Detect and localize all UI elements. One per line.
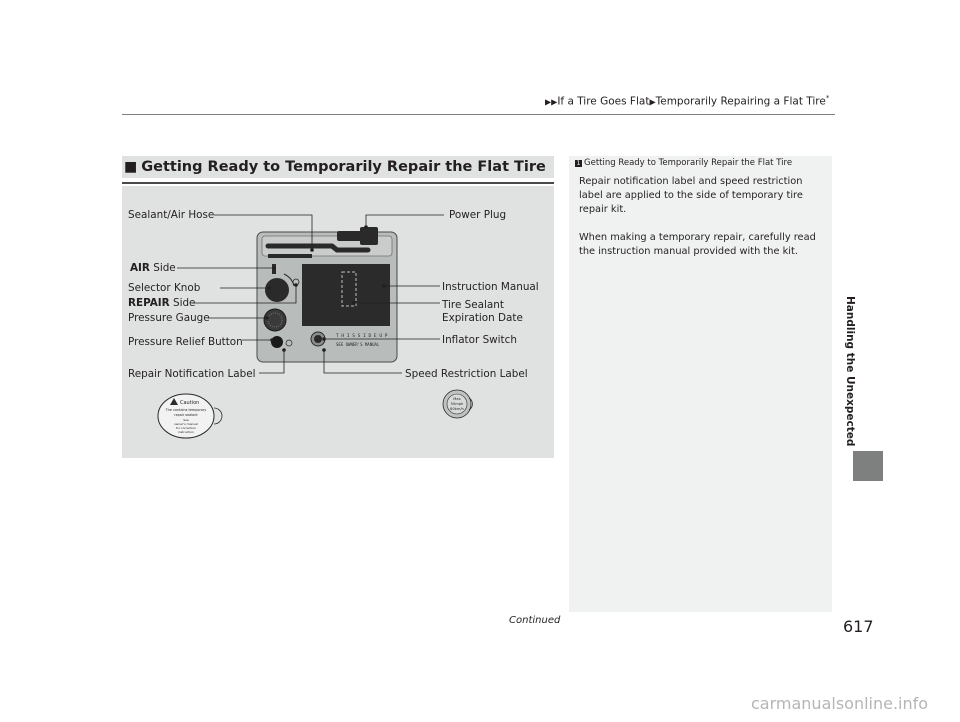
arrow-icon: ▶	[649, 97, 656, 107]
kit-text-line1: T H I S S I D E U P	[336, 334, 388, 339]
breadcrumb-item-temp-repair[interactable]: Temporarily Repairing a Flat Tire	[655, 95, 826, 108]
speed-line2: 50mph	[450, 402, 464, 406]
speed-line1: Max	[453, 397, 461, 401]
pressure-gauge-shape	[264, 309, 286, 331]
label-air-side	[130, 262, 176, 274]
power-plug-head	[360, 227, 378, 245]
repair-kit-figure	[122, 186, 554, 458]
note-icon: 1	[576, 160, 581, 167]
caution-line2: repair sealant	[174, 413, 198, 417]
caution-line6: instruction	[177, 430, 195, 434]
page-number: 617	[843, 617, 874, 636]
label-selector-knob: Selector Knob	[128, 282, 201, 294]
sidebar-note	[569, 156, 832, 612]
caution-line5: for correction	[175, 426, 197, 430]
kit-text-line2: SEE OWNER'S MANUAL	[336, 342, 380, 347]
repair-rest: Side	[169, 297, 196, 309]
watermark: carmanualsonline.info	[751, 694, 929, 713]
breadcrumb	[545, 94, 829, 108]
breadcrumb-item-flat-tire[interactable]: If a Tire Goes Flat	[557, 95, 650, 108]
label-speed-restriction: Speed Restriction Label	[405, 368, 528, 380]
header-rule	[122, 114, 835, 115]
label-power-plug: Power Plug	[449, 209, 507, 221]
caution-line3: See	[183, 418, 189, 422]
label-repair-side	[128, 297, 195, 309]
heading-rule	[122, 182, 554, 184]
label-pressure-gauge: Pressure Gauge	[128, 312, 210, 324]
caution-line1: Tire contains temporary	[165, 408, 207, 412]
label-sealant-exp-2: Expiration Date	[442, 312, 523, 324]
sidebar-title-text: Getting Ready to Temporarily Repair the Flat Tire	[584, 158, 793, 168]
sticker-tab	[214, 408, 222, 424]
footnote-mark: *	[825, 94, 830, 102]
caution-title: Caution	[180, 400, 200, 406]
label-sealant-hose: Sealant/Air Hose	[128, 209, 215, 221]
air-rest: Side	[149, 262, 176, 274]
label-repair-notification: Repair Notification Label	[128, 368, 256, 380]
section-title: Getting Ready to Temporarily Repair the Flat Tire	[141, 159, 546, 175]
caution-line4: owner's manual	[174, 422, 198, 426]
continued-label: Continued	[509, 615, 561, 626]
chapter-tab-marker	[853, 451, 883, 481]
label-sealant-exp-1: Tire Sealant	[442, 299, 504, 311]
arrow-icon: ▶▶	[545, 97, 558, 107]
sidebar-paragraph: Repair notification label and speed restriction label are applied to the side of temporary tire repair kit.	[579, 176, 803, 215]
square-bullet-icon: ■	[124, 159, 138, 175]
label-inflator-switch: Inflator Switch	[442, 334, 517, 346]
label-instruction-manual: Instruction Manual	[442, 281, 539, 293]
inflator-switch-center	[314, 335, 322, 343]
sidebar-paragraph: When making a temporary repair, carefully read the instruction manual provided with the kit.	[579, 232, 816, 257]
label-pressure-relief: Pressure Relief Button	[128, 336, 243, 348]
selector-knob-shape	[265, 278, 289, 302]
air-bold: AIR	[130, 262, 150, 274]
pressure-relief-shape	[271, 336, 283, 348]
repair-bold: REPAIR	[128, 297, 170, 309]
sidebar-body	[579, 175, 827, 273]
section-heading	[122, 156, 554, 178]
speed-line3: 80km/h	[450, 407, 464, 411]
chapter-tab-label: Handling the Unexpected	[844, 296, 856, 447]
sidebar-title	[575, 158, 792, 168]
